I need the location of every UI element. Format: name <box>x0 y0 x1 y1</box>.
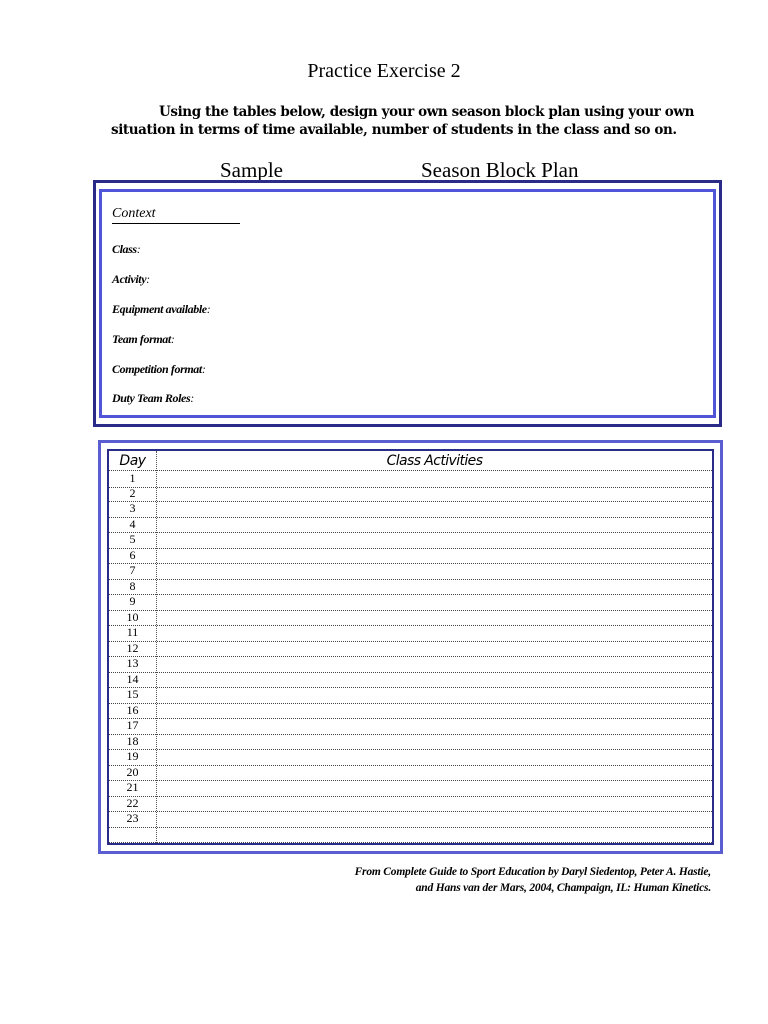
day-number: 22 <box>126 795 139 810</box>
day-number: 20 <box>126 764 139 779</box>
heading-season-block-plan: Season Block Plan <box>421 158 579 182</box>
field-label: Duty Team Roles <box>112 391 191 405</box>
day-number: 11 <box>126 625 139 639</box>
day-number: 1 <box>129 471 136 485</box>
day-number: 18 <box>126 733 139 748</box>
field-competition-format: Competition format: <box>112 362 206 376</box>
table-row <box>109 811 712 828</box>
day-number: 9 <box>129 594 136 608</box>
context-heading: Context <box>112 206 240 224</box>
day-number: 16 <box>126 702 139 717</box>
table-row <box>109 734 712 751</box>
field-label: Competition format <box>112 362 202 376</box>
table-row <box>109 827 712 844</box>
field-duty-team-roles: Duty Team Roles: <box>112 391 194 405</box>
day-number: 7 <box>129 563 136 577</box>
table-row <box>109 548 712 565</box>
intro-paragraph <box>111 103 721 139</box>
table-row <box>109 656 712 673</box>
table-row <box>109 501 712 518</box>
table-row <box>109 796 712 813</box>
intro-text: Using the tables below, design your own season block plan using your own situation in terms of time available, number of students in the class and so on. <box>111 104 694 138</box>
table-row <box>109 672 712 689</box>
header-day: Day <box>119 453 146 469</box>
heading-sample: Sample <box>220 158 283 182</box>
day-number: 21 <box>126 780 139 794</box>
context-inner-frame <box>99 189 716 418</box>
field-label: Equipment available <box>112 302 207 316</box>
table-row <box>109 780 712 797</box>
table-row <box>109 749 712 766</box>
table-row <box>109 765 712 782</box>
source-credit <box>355 865 711 896</box>
context-box <box>93 180 722 427</box>
day-number: 12 <box>126 640 139 655</box>
day-number: 10 <box>126 609 139 624</box>
day-number: 23 <box>126 811 139 825</box>
activities-table-frame <box>98 440 723 854</box>
credit-line-1: From Complete Guide to Sport Education by Daryl Siedentop, Peter A. Hastie, <box>354 866 711 878</box>
table-row <box>109 703 712 720</box>
activities-table <box>107 449 714 845</box>
table-row <box>109 625 712 642</box>
credit-line-2: and Hans van der Mars, 2004, Champaign, IL: Human Kinetics. <box>415 881 711 894</box>
field-label: Team format <box>112 332 171 346</box>
field-equipment: Equipment available: <box>112 302 211 316</box>
table-row <box>109 594 712 611</box>
table-row <box>109 486 712 503</box>
day-number: 15 <box>126 687 139 701</box>
day-number: 13 <box>126 656 139 670</box>
field-activity: Activity: <box>112 272 150 286</box>
table-row <box>109 579 712 596</box>
field-label: Activity <box>112 272 147 286</box>
field-team-format: Team format: <box>112 332 175 346</box>
table-row <box>109 610 712 627</box>
day-number: 14 <box>126 671 139 686</box>
page-title: Practice Exercise 2 <box>307 60 461 82</box>
day-number: 3 <box>129 501 136 515</box>
day-number: 6 <box>129 547 136 562</box>
table-row <box>109 718 712 735</box>
field-label: Class <box>112 242 137 256</box>
day-number: 2 <box>129 485 136 500</box>
table-row <box>109 517 712 534</box>
day-number: 17 <box>126 718 139 732</box>
table-row <box>109 532 712 549</box>
day-number: 5 <box>129 532 136 546</box>
header-class-activities: Class Activities <box>386 453 483 469</box>
table-row <box>109 687 712 704</box>
table-row <box>109 641 712 658</box>
field-class: Class: <box>112 242 141 256</box>
table-row <box>109 563 712 580</box>
day-number: 8 <box>129 578 136 593</box>
day-number: 4 <box>129 516 136 531</box>
day-number: 19 <box>126 749 139 763</box>
